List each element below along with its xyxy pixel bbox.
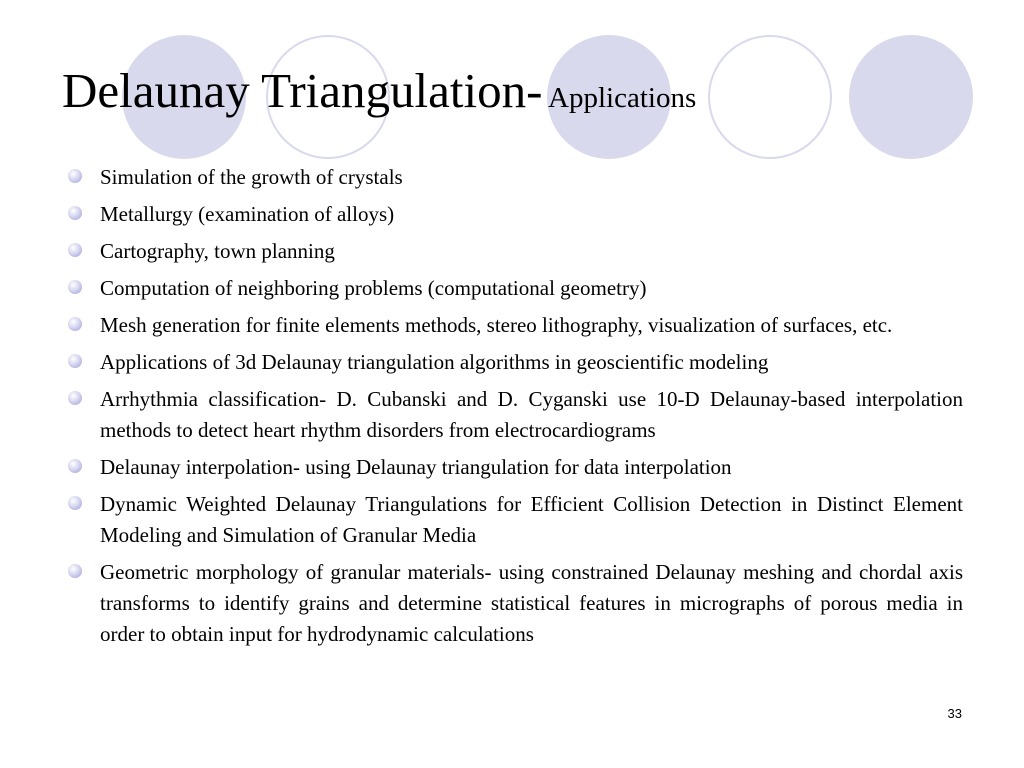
decorative-circle-outline	[708, 35, 832, 159]
bullet-text: Simulation of the growth of crystals	[100, 165, 403, 189]
slide-title-main: Delaunay Triangulation-	[62, 63, 543, 118]
bullet-icon	[68, 354, 82, 368]
bullet-text: Metallurgy (examination of alloys)	[100, 202, 395, 226]
bullet-icon	[68, 243, 82, 257]
bullet-text: Geometric morphology of granular materials- using constrained Delaunay meshing and chordal axis transforms to identify grains and determine statistical features in micrographs of porous media in order to obtain input for hydrodynamic calculations	[100, 560, 963, 646]
bullet-text: Dynamic Weighted Delaunay Triangulations for Efficient Collision Detection in Distinct Element Modeling and Simulation of Granular Media	[100, 492, 963, 547]
bullet-item	[68, 384, 963, 446]
bullet-icon	[68, 280, 82, 294]
bullet-text: Cartography, town planning	[100, 239, 335, 263]
bullet-text: Delaunay interpolation- using Delaunay triangulation for data interpolation	[100, 455, 732, 479]
bullet-item	[68, 489, 963, 551]
bullet-icon	[68, 564, 82, 578]
bullet-text: Mesh generation for finite elements methods, stereo lithography, visualization of surfaces, etc.	[100, 313, 893, 337]
bullet-item	[68, 273, 963, 304]
bullet-text: Applications of 3d Delaunay triangulation algorithms in geoscientific modeling	[100, 350, 769, 374]
bullet-item	[68, 347, 963, 378]
bullet-icon	[68, 459, 82, 473]
page-number: 33	[947, 706, 962, 721]
bullet-item	[68, 236, 963, 267]
bullet-item	[68, 557, 963, 650]
bullet-icon	[68, 169, 82, 183]
bullet-item	[68, 310, 963, 341]
bullet-text: Arrhythmia classification- D. Cubanski and D. Cyganski use 10-D Delaunay-based interpolation methods to detect heart rhythm disorders from electrocardiograms	[100, 387, 963, 442]
bullet-icon	[68, 496, 82, 510]
bullet-item	[68, 199, 963, 230]
bullet-text: Computation of neighboring problems (computational geometry)	[100, 276, 647, 300]
bullet-item	[68, 452, 963, 483]
slide-title	[62, 63, 697, 118]
decorative-circle-filled	[849, 35, 973, 159]
bullet-icon	[68, 206, 82, 220]
bullet-list	[68, 162, 963, 656]
bullet-item	[68, 162, 963, 193]
bullet-icon	[68, 391, 82, 405]
bullet-icon	[68, 317, 82, 331]
slide-title-sub: Applications	[542, 82, 697, 114]
